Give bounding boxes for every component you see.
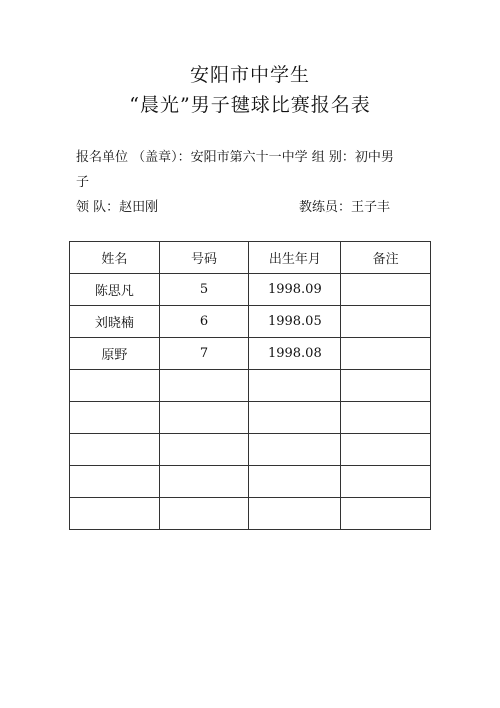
unit-info-line: 报名单位 （盖章）：安阳市第六十一中学 组 别：初中男 bbox=[76, 150, 394, 165]
header-remark: 备注 bbox=[341, 242, 431, 274]
cell-name: 原野 bbox=[70, 338, 160, 370]
header-birth: 出生年月 bbox=[249, 242, 341, 274]
registration-table bbox=[69, 241, 431, 530]
cell-name bbox=[70, 402, 160, 434]
cell-number bbox=[159, 402, 249, 434]
team-leader-info: 领 队：赵田刚 bbox=[76, 200, 159, 215]
cell-remark bbox=[341, 402, 431, 434]
cell-remark bbox=[341, 498, 431, 530]
cell-number: 7 bbox=[159, 338, 249, 370]
cell-remark bbox=[341, 338, 431, 370]
cell-number: 6 bbox=[159, 306, 249, 338]
cell-name: 陈思凡 bbox=[70, 274, 160, 306]
cell-remark bbox=[341, 274, 431, 306]
cell-remark bbox=[341, 306, 431, 338]
form-title-line2: “晨光”男子毽球比赛报名表 bbox=[129, 94, 371, 116]
table-row bbox=[70, 274, 431, 306]
cell-remark bbox=[341, 370, 431, 402]
header-name: 姓名 bbox=[70, 242, 160, 274]
table-header-row bbox=[70, 242, 431, 274]
cell-remark bbox=[341, 466, 431, 498]
cell-birth bbox=[249, 466, 341, 498]
cell-name: 刘晓楠 bbox=[70, 306, 160, 338]
form-title-line1: 安阳市中学生 bbox=[189, 64, 310, 86]
cell-birth bbox=[249, 498, 341, 530]
unit-info-line-wrap: 子 bbox=[76, 175, 90, 190]
cell-birth bbox=[249, 434, 341, 466]
cell-number bbox=[159, 466, 249, 498]
table-row bbox=[70, 498, 431, 530]
coach-info: 教练员：王子丰 bbox=[299, 200, 391, 215]
table-row bbox=[70, 466, 431, 498]
cell-name bbox=[70, 370, 160, 402]
cell-name bbox=[70, 498, 160, 530]
table-row bbox=[70, 434, 431, 466]
cell-name bbox=[70, 434, 160, 466]
cell-number bbox=[159, 370, 249, 402]
header-number: 号码 bbox=[159, 242, 249, 274]
cell-number bbox=[159, 434, 249, 466]
cell-birth: 1998.05 bbox=[249, 306, 341, 338]
cell-remark bbox=[341, 434, 431, 466]
cell-number bbox=[159, 498, 249, 530]
table-row bbox=[70, 402, 431, 434]
table-row bbox=[70, 338, 431, 370]
cell-name bbox=[70, 466, 160, 498]
table-row bbox=[70, 306, 431, 338]
table-row bbox=[70, 370, 431, 402]
cell-birth: 1998.09 bbox=[249, 274, 341, 306]
cell-birth: 1998.08 bbox=[249, 338, 341, 370]
cell-birth bbox=[249, 370, 341, 402]
cell-birth bbox=[249, 402, 341, 434]
cell-number: 5 bbox=[159, 274, 249, 306]
